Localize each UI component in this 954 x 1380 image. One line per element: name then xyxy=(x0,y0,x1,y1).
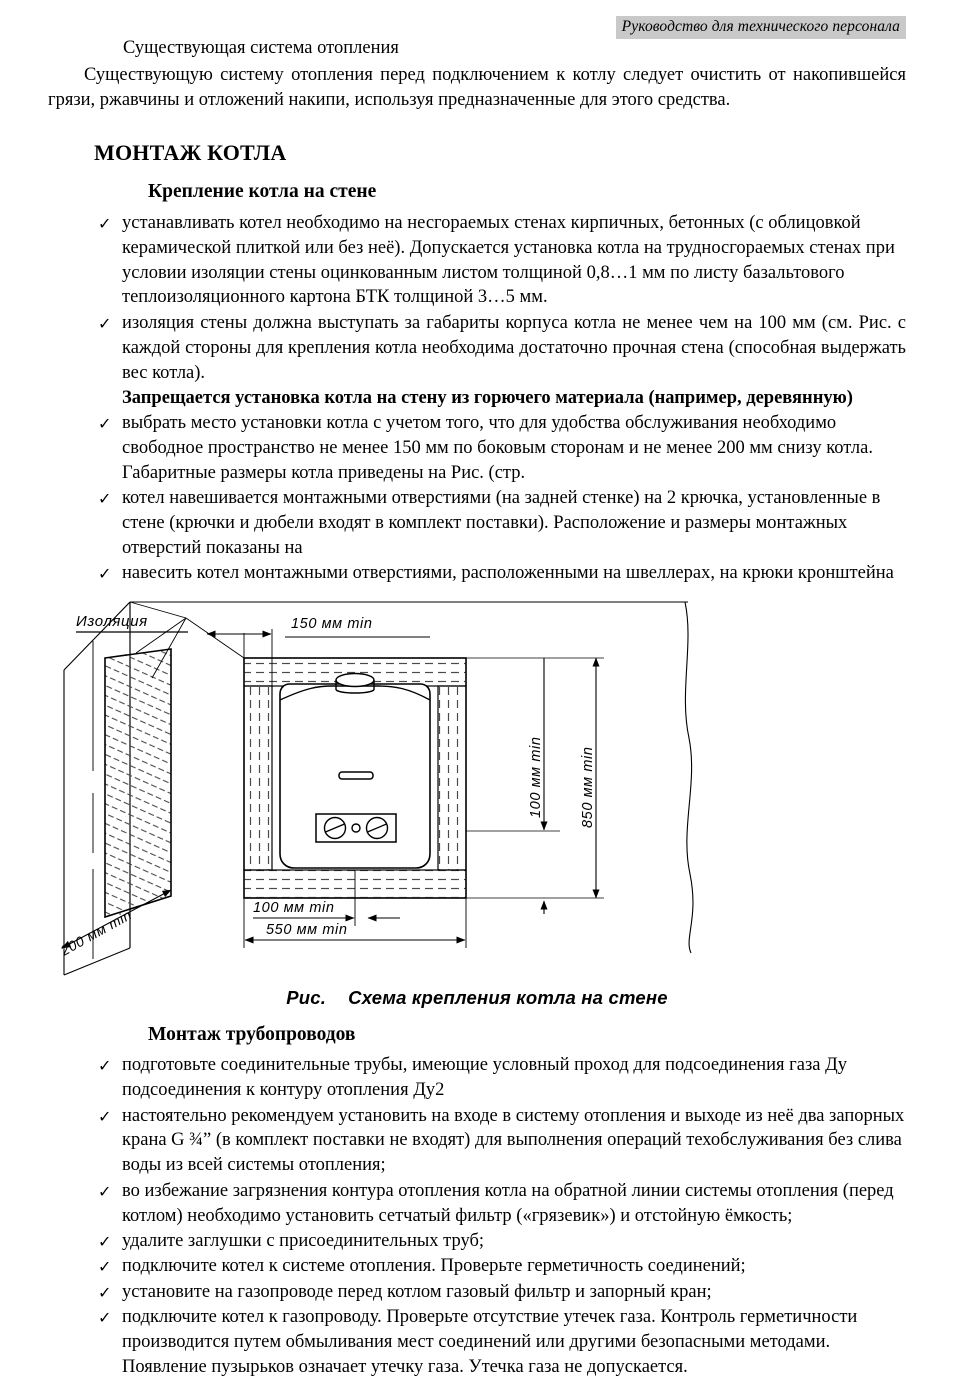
check-icon: ✓ xyxy=(98,1231,112,1251)
list-item xyxy=(48,411,906,486)
running-header-text: Руководство для технического персонала xyxy=(621,18,900,35)
list-item xyxy=(48,211,906,311)
list-item xyxy=(48,1280,906,1305)
section-heading-montazh-kotla: МОНТАЖ КОТЛА xyxy=(94,140,287,165)
check-icon: ✓ xyxy=(98,1282,112,1302)
check-icon: ✓ xyxy=(98,313,112,333)
document-body xyxy=(48,36,906,1380)
list-item xyxy=(48,486,906,561)
list-item-text: настоятельно рекомендуем установить на входе в систему отопления и выходе из неё два запорных крана G ¾” (в комплект поставки не входят) для выполнения операций техобслуживания без слива воды из всей системы отопления; xyxy=(122,1105,905,1176)
list-item-text: установите на газопроводе перед котлом газовый фильтр и запорный кран; xyxy=(122,1281,712,1302)
list-item-text: подключите котел к газопроводу. Проверьте отсутствие утечек газа. Контроль герметичности производится путем обмыливания мест соединений или другими безопасными методами. Появление пузырьков означает утечку газа. Утечка газа не допускается. xyxy=(122,1307,858,1377)
list-item-text: подключите котел к системе отопления. Проверьте герметичность соединений; xyxy=(122,1256,746,1277)
list-item-text: удалите заглушки с присоединительных труб; xyxy=(122,1230,485,1251)
diagram-label-dim-bottom-outer: 550 мм min xyxy=(266,921,348,938)
check-icon: ✓ xyxy=(98,1056,112,1076)
intro-paragraph: Существующую систему отопления перед подключением к котлу следует очистить от накопившейся грязи, ржавчины и отложений накипи, используя предназначенные для этого средства. xyxy=(48,64,906,111)
list-item-text: подготовьте соединительные трубы, имеющие условный проход для подсоединения газа Ду подсоединения к контуру отопления Ду2 xyxy=(122,1055,847,1101)
list-item-text: во избежание загрязнения контура отопления котла на обратной линии системы отопления (перед котлом) необходимо установить сетчатый фильтр («грязевик») и отстойную ёмкость; xyxy=(122,1180,894,1226)
subsection-heading-wall-mounting: Крепление котла на стене xyxy=(148,181,377,203)
check-icon: ✓ xyxy=(98,564,112,584)
list-item xyxy=(48,1305,906,1380)
figure-wall-mounting-scheme xyxy=(48,596,906,981)
diagram-label-dim-top: 150 мм min xyxy=(291,615,373,632)
diagram-label-dim-bottom-inner: 100 мм min xyxy=(253,899,335,916)
list-item xyxy=(48,1053,906,1103)
list-item-text: выбрать место установки котла с учетом того, что для удобства обслуживания необходимо свободное пространство не менее 150 мм по боковым сторонам и не менее 200 мм снизу котла. Габаритные размеры котла приведены на Рис. (стр. xyxy=(122,412,873,483)
diagram-label-dim-right-inner: 100 мм min xyxy=(528,736,544,818)
check-icon: ✓ xyxy=(98,1106,112,1126)
diagram-label-dim-diagonal: 200 мм min xyxy=(57,906,135,959)
list-item xyxy=(48,311,906,386)
check-icon: ✓ xyxy=(98,413,112,433)
figure-caption-text: Схема крепления котла на стене xyxy=(348,986,668,1008)
mounting-checklist xyxy=(48,211,906,386)
mounting-checklist-continued xyxy=(48,411,906,586)
list-item xyxy=(48,561,906,586)
wall-mounting-diagram xyxy=(48,596,906,981)
list-item xyxy=(48,1179,906,1229)
list-item-text: устанавливать котел необходимо на несгораемых стенах кирпичных, бетонных (с облицовкой керамической плиткой или без неё). Допускается установка котла на трудносгораемых стенах при условии изоляции стены оцинкованным листом толщиной 0,8…1 мм по листу базальтового теплоизоляционного картона БТК толщиной 3…5 мм. xyxy=(122,212,895,308)
diagram-label-dim-right-outer: 850 мм min xyxy=(580,746,596,828)
pipework-checklist xyxy=(48,1053,906,1379)
intro-subheading: Существующая система отопления xyxy=(123,38,399,58)
warning-note: Запрещается установка котла на стену из горючего материала (например, деревянную) xyxy=(122,387,853,408)
check-icon: ✓ xyxy=(98,488,112,508)
subsection-heading-pipework: Монтаж трубопроводов xyxy=(148,1023,356,1045)
check-icon: ✓ xyxy=(98,1181,112,1201)
check-icon: ✓ xyxy=(98,1257,112,1277)
list-item-text: изоляция стены должна выступать за габариты корпуса котла не менее чем на 100 мм (см. Рис. с каждой стороны для крепления котла необходима достаточно прочная стена (способная выдержать вес котла). xyxy=(122,312,906,383)
list-item-text: котел навешивается монтажными отверстиями (на задней стенке) на 2 крючка, установленные в стене (крючки и дюбели входят в комплект поставки). Расположение и размеры монтажных отверстий показаны на xyxy=(122,487,881,558)
list-item xyxy=(48,1254,906,1279)
list-item xyxy=(48,1104,906,1179)
check-icon: ✓ xyxy=(98,1308,112,1328)
list-item xyxy=(48,1229,906,1254)
list-item-text: навесить котел монтажными отверстиями, расположенными на швеллерах, на крюки кронштейна xyxy=(122,563,894,584)
check-icon: ✓ xyxy=(98,213,112,233)
figure-caption xyxy=(48,987,906,1009)
diagram-label-insulation: Изоляция xyxy=(76,612,148,630)
figure-caption-number: Рис. xyxy=(286,986,327,1008)
